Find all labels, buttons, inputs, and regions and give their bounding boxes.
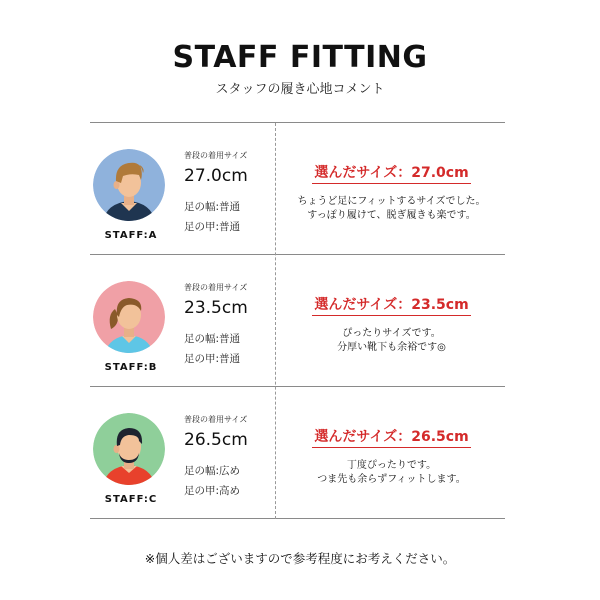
comment-line: 分厚い靴下も余裕です◎ (337, 342, 446, 353)
comment-line: ちょうど足にフィットするサイズでした。 (297, 196, 486, 207)
staff-a-avatar-icon (93, 149, 165, 221)
staff-row-b (90, 254, 505, 386)
foot-width: 足の幅:普通 (184, 201, 241, 213)
usual-size-label: 普段の着用サイズ (184, 415, 248, 424)
page-title: STAFF FITTING (172, 40, 428, 75)
comment-line: つま先も余らずフィットします。 (317, 474, 466, 485)
foot-info (184, 329, 240, 369)
comment-line: ぴったりサイズです。 (342, 328, 441, 339)
foot-info (184, 197, 240, 237)
staff-row-a (90, 122, 505, 254)
staff-comment (278, 195, 505, 223)
staff-a-avatar (93, 149, 165, 221)
chosen-size (278, 294, 505, 314)
usual-size-value: 26.5cm (184, 430, 248, 450)
chosen-size-text: 選んだサイズ：27.0cm (312, 165, 470, 184)
chosen-size (278, 162, 505, 182)
staff-comment (278, 459, 505, 487)
staff-c-avatar (93, 413, 165, 485)
page-subtitle: スタッフの履き心地コメント (215, 82, 385, 97)
staff-label: STAFF:B (104, 362, 158, 373)
foot-instep: 足の甲:高め (184, 485, 241, 497)
foot-width: 足の幅:広め (184, 465, 241, 477)
usual-size-label: 普段の着用サイズ (184, 283, 248, 292)
usual-size-label: 普段の着用サイズ (184, 151, 248, 160)
foot-info (184, 461, 240, 501)
chosen-size-text: 選んだサイズ：23.5cm (312, 297, 470, 316)
usual-size-value: 27.0cm (184, 166, 248, 186)
staff-b-avatar (93, 281, 165, 353)
chosen-size (278, 426, 505, 446)
comment-line: 丁度ぴったりです。 (346, 460, 437, 471)
foot-instep: 足の甲:普通 (184, 353, 241, 365)
usual-size-value: 23.5cm (184, 298, 248, 318)
staff-label: STAFF:C (104, 494, 158, 505)
comment-line: すっぽり履けて、脱ぎ履きも楽です。 (307, 210, 476, 221)
staff-b-avatar-icon (93, 281, 165, 353)
divider-bottom (90, 518, 505, 519)
staff-comment (278, 327, 505, 355)
chosen-size-text: 選んだサイズ：26.5cm (312, 429, 470, 448)
disclaimer-note: ※個人差はございますので参考程度にお考えください。 (144, 551, 456, 566)
staff-label: STAFF:A (104, 230, 158, 241)
staff-row-c (90, 386, 505, 518)
staff-c-avatar-icon (93, 413, 165, 485)
foot-width: 足の幅:普通 (184, 333, 241, 345)
foot-instep: 足の甲:普通 (184, 221, 241, 233)
